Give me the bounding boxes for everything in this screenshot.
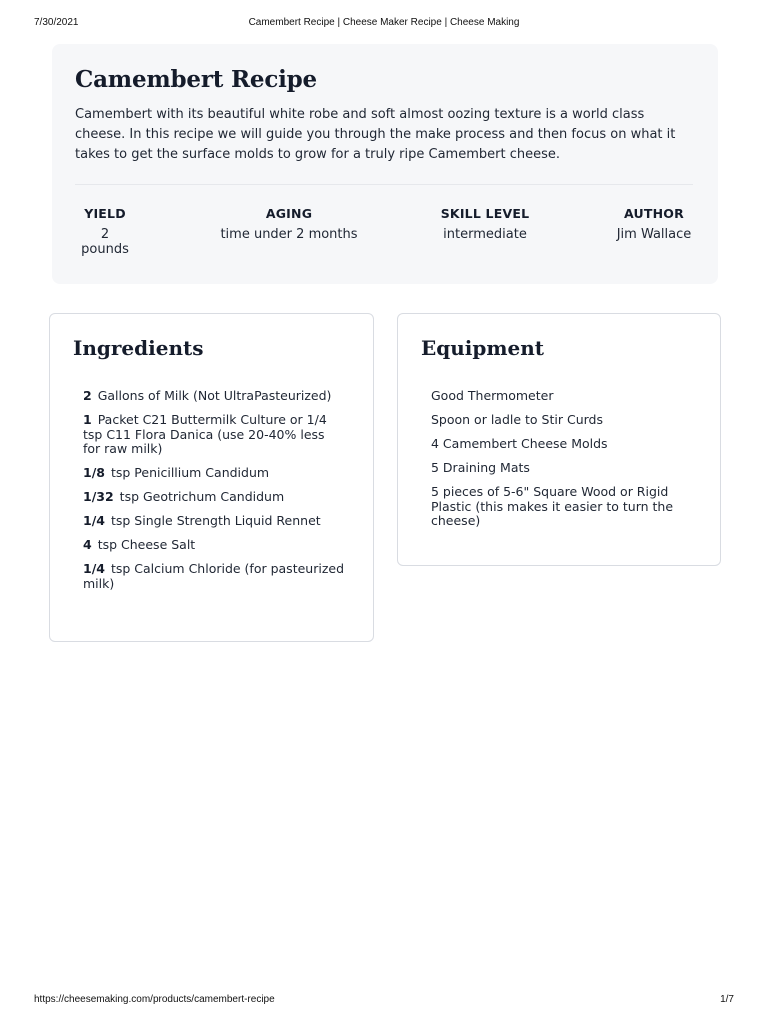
recipe-description: Camembert with its beautiful white robe and soft almost oozing texture is a world class cheese. In this recipe we will guide you through the make process and then focus on what it takes to get the surface molds to grow for a truly ripe Camembert cheese. bbox=[75, 107, 676, 162]
equipment-panel bbox=[397, 313, 721, 566]
recipe-summary-card bbox=[52, 44, 718, 284]
ingredient-item bbox=[83, 413, 345, 457]
aging-value: time under 2 months bbox=[220, 227, 358, 242]
print-date: 7/30/2021 bbox=[34, 17, 79, 28]
ingredient-text: tsp Geotrichum Candidum bbox=[119, 489, 285, 504]
ingredient-qty: 1/8 bbox=[83, 465, 105, 480]
ingredient-qty: 1 bbox=[83, 412, 92, 427]
ingredients-panel bbox=[49, 313, 374, 642]
ingredient-text: tsp Penicillium Candidum bbox=[110, 465, 270, 480]
equipment-item: Good Thermometer bbox=[431, 388, 554, 403]
meta-yield bbox=[75, 206, 135, 257]
ingredients-heading: Ingredients bbox=[73, 336, 204, 360]
skill-level-label: SKILL LEVEL bbox=[440, 206, 530, 221]
ingredients-list bbox=[83, 389, 345, 601]
ingredient-item bbox=[83, 389, 345, 404]
ingredient-item bbox=[83, 466, 345, 481]
ingredient-qty: 1/4 bbox=[83, 561, 105, 576]
ingredient-text: tsp Cheese Salt bbox=[97, 537, 196, 552]
equipment-item: Spoon or ladle to Stir Curds bbox=[431, 412, 603, 427]
print-footer bbox=[0, 994, 768, 1008]
ingredient-text: tsp Single Strength Liquid Rennet bbox=[110, 513, 321, 528]
print-page-number: 1/7 bbox=[720, 994, 734, 1005]
meta-aging bbox=[218, 206, 360, 242]
skill-level-value: intermediate bbox=[443, 227, 527, 242]
yield-label: YIELD bbox=[84, 206, 126, 221]
meta-author bbox=[612, 206, 696, 242]
print-page-title: Camembert Recipe | Cheese Maker Recipe | Cheese Making bbox=[248, 17, 520, 28]
ingredient-qty: 4 bbox=[83, 537, 92, 552]
equipment-item: 4 Camembert Cheese Molds bbox=[431, 436, 608, 451]
aging-label: AGING bbox=[265, 206, 313, 221]
equipment-item: 5 Draining Mats bbox=[431, 460, 530, 475]
print-url: https://cheesemaking.com/products/camembert-recipe bbox=[34, 994, 275, 1005]
yield-value: 2 pounds bbox=[81, 227, 129, 257]
meta-skill-level bbox=[440, 206, 530, 242]
recipe-title: Camembert Recipe bbox=[75, 66, 317, 93]
ingredient-qty: 1/32 bbox=[83, 489, 114, 504]
equipment-heading: Equipment bbox=[421, 336, 545, 360]
ingredient-item bbox=[83, 562, 345, 591]
print-header bbox=[0, 17, 768, 31]
author-value: Jim Wallace bbox=[616, 227, 692, 242]
author-label: AUTHOR bbox=[624, 206, 684, 221]
equipment-list bbox=[431, 389, 693, 538]
ingredient-text: Packet C21 Buttermilk Culture or 1/4 tsp C11 Flora Danica (use 20-40% less for raw milk) bbox=[83, 412, 327, 456]
summary-divider bbox=[75, 184, 693, 185]
ingredient-qty: 1/4 bbox=[83, 513, 105, 528]
ingredient-text: Gallons of Milk (Not UltraPasteurized) bbox=[97, 388, 332, 403]
ingredient-text: tsp Calcium Chloride (for pasteurized milk) bbox=[83, 561, 345, 591]
ingredient-item bbox=[83, 538, 345, 553]
equipment-item: 5 pieces of 5-6" Square Wood or Rigid Plastic (this makes it easier to turn the cheese) bbox=[431, 484, 674, 528]
ingredient-item bbox=[83, 514, 345, 529]
ingredient-item bbox=[83, 490, 345, 505]
ingredient-qty: 2 bbox=[83, 388, 92, 403]
